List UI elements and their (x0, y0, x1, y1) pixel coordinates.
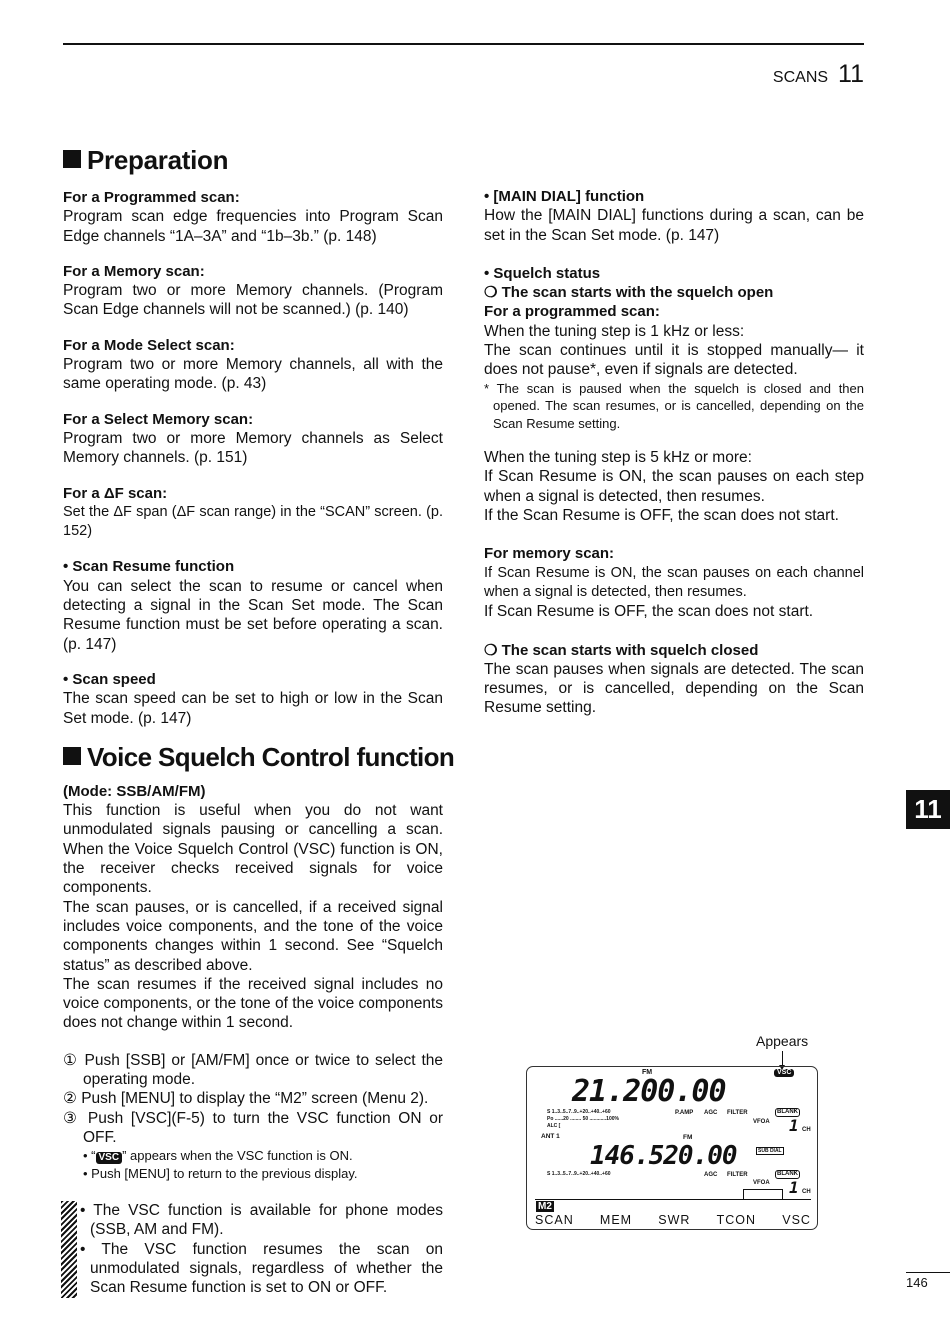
item-text: If Scan Resume is ON, the scan pauses on each step when a signal is detected, then resumes. (484, 468, 864, 505)
item-title: ❍ The scan starts with squelch closed (484, 641, 759, 659)
item-title: ❍ The scan starts with the squelch open (484, 284, 774, 302)
item-title: For a Memory scan: (63, 262, 205, 280)
mode-sub: FM (683, 1134, 693, 1141)
item-text: Program scan edge frequencies into Program Scan Edge channels “1A–3A” and “1b–3b.” (p. 148) (63, 208, 443, 245)
chapter-number: 11 (838, 60, 864, 88)
item-title: • [MAIN DIAL] function (484, 188, 645, 205)
preparation-heading: Preparation (63, 145, 443, 175)
item-text: When the tuning step is 5 kHz or more: (484, 449, 752, 467)
item-text: Program two or more Memory channels as Select Memory channels. (p. 151) (63, 429, 443, 467)
step: ③ Push [VSC](F-5) to turn the VSC function ON or OFF. (63, 1109, 443, 1146)
page-number: 146 (906, 1272, 950, 1290)
mode-label: (Mode: SSB/AM/FM) (63, 782, 206, 800)
item-title: For a Select Memory scan: (63, 410, 254, 428)
note: • The VSC function resumes the scan on unmodulated signals, regardless of whether the Scan Resume function is set to ON or OFF. (80, 1240, 443, 1297)
channel-label-sub: CH (802, 1189, 811, 1195)
item-text: If Scan Resume is OFF, the scan does not start. (484, 603, 814, 621)
item-text: Program two or more Memory channels. (Program Scan Edge channels will not be scanned.) (p. 140) (63, 282, 443, 319)
item-title: • Squelch status (484, 264, 601, 282)
sub-note: • “ VSC ” appears when the VSC function is ON. (83, 1148, 353, 1164)
filter-shape-icon (743, 1189, 783, 1199)
item-title: • Scan speed (63, 670, 156, 688)
vfoa-indicator-sub: VFOA (753, 1180, 770, 1186)
paragraph: The scan pauses, or is cancelled, if a received signal includes voice components, and the tone of the voice components changes within 1 second. See “Squelch status” as described above. (63, 898, 443, 974)
blank-indicator-sub: BLANK (777, 1171, 798, 1177)
item-title: For a Programmed scan: (63, 189, 240, 206)
agc-indicator-sub: AGC (704, 1172, 718, 1178)
blank-indicator: BLANK (777, 1109, 798, 1115)
item-text: The scan continues until it is stopped manually— it does not pause*, even if signals are detected. (484, 342, 864, 379)
vsc-notes (61, 1201, 443, 1297)
item-text: If the Scan Resume is OFF, the scan does not start. (484, 507, 839, 525)
filter-indicator-sub: FILTER (727, 1172, 748, 1178)
header-rule (63, 43, 864, 45)
item-title: For memory scan: (484, 545, 615, 563)
menu-scan: SCAN (535, 1213, 574, 1227)
sub-note: • Push [MENU] to return to the previous display. (83, 1166, 358, 1182)
appears-label: Appears (756, 1033, 809, 1049)
channel-number: 1 (789, 1116, 798, 1135)
channel-label: CH (802, 1127, 811, 1133)
pamp-indicator: P.AMP (675, 1110, 694, 1116)
item-title: For a programmed scan: (484, 303, 660, 321)
note: • The VSC function is available for phone modes (SSB, AM and FM). (80, 1202, 443, 1239)
item-text: The scan pauses when signals are detected. The scan resumes, or is cancelled, depending on the Scan Resume setting. (484, 660, 864, 717)
mode-main: FM (642, 1069, 653, 1076)
item-title: • Scan Resume function (63, 558, 235, 576)
right-column (484, 187, 864, 718)
note-hatch-marker (61, 1201, 77, 1297)
paragraph: The scan resumes if the received signal includes no voice components, or the tone of the voice components does not change within 1 second. (63, 975, 443, 1032)
menu-id: M2 (538, 1201, 552, 1212)
step: ① Push [SSB] or [AM/FM] once or twice to select the operating mode. (63, 1051, 443, 1088)
antenna-indicator: ANT 1 (541, 1133, 560, 1140)
lcd-display-illustration (526, 1066, 818, 1230)
vsc-indicator: VSC (774, 1069, 794, 1077)
menu-mem: MEM (599, 1213, 633, 1227)
step: ② Push [MENU] to display the “M2” screen (Menu 2). (63, 1090, 429, 1108)
item-text: When the tuning step is 1 kHz or less: (484, 322, 745, 340)
section-name: SCANS (772, 69, 829, 86)
alc-scale: ALC [ (547, 1123, 561, 1129)
left-column (63, 145, 455, 1298)
vfoa-indicator: VFOA (753, 1119, 770, 1125)
menu-divider (535, 1199, 811, 1200)
vsc-badge: VSC (96, 1152, 123, 1164)
item-title: For a ΔF scan: (63, 484, 168, 502)
menu-bar (535, 1213, 811, 1227)
chapter-tab: 11 (906, 790, 950, 829)
filter-indicator: FILTER (727, 1110, 748, 1116)
item-text: How the [MAIN DIAL] functions during a scan, can be set in the Scan Set mode. (p. 147) (484, 207, 864, 244)
menu-vsc: VSC (782, 1213, 811, 1227)
paragraph: This function is useful when you do not want unmodulated signals pausing or cancelling a scan. When the Voice Squelch Control (VSC) function is ON, the receiver checks received signals for voice components. (63, 802, 443, 897)
footnote: * The scan is paused when the squelch is closed and then opened. The scan resumes, or is cancelled, depending on the Scan Resume setting. (484, 380, 864, 431)
channel-number-sub: 1 (789, 1178, 798, 1197)
s-meter-scale-sub: S 1..3..5..7..9..+20..+40..+60 (547, 1171, 611, 1177)
menu-tcon: TCON (716, 1213, 757, 1227)
menu-swr: SWR (658, 1213, 691, 1227)
item-text: Set the ΔF span (ΔF scan range) in the “SCAN” screen. (p. 152) (63, 503, 443, 540)
item-text: The scan speed can be set to high or low in the Scan Set mode. (p. 147) (63, 690, 443, 727)
sub-frequency: 146.520.00 (590, 1141, 737, 1171)
agc-indicator: AGC (704, 1110, 718, 1116)
item-text: You can select the scan to resume or cancel when detecting a signal in the Scan Set mode. The Scan Resume function must be set before operating a scan. (p. 147) (63, 577, 443, 653)
s-meter-scale: S 1..3..5..7..9..+20..+40..+60 (547, 1109, 611, 1115)
item-title: For a Mode Select scan: (63, 336, 235, 354)
item-text: If Scan Resume is ON, the scan pauses on each channel when a signal is detected, then resumes. (484, 564, 864, 600)
page-header (773, 60, 864, 89)
item-text: Program two or more Memory channels, all with the same operating mode. (p. 43) (63, 356, 443, 393)
vsc-heading: Voice Squelch Control function (63, 742, 443, 772)
po-scale: Po ......20 ........ 50 ............100% (547, 1116, 619, 1122)
main-frequency: 21.200.00 (572, 1074, 726, 1109)
sub-dial-indicator: SUB DIAL (758, 1148, 782, 1154)
